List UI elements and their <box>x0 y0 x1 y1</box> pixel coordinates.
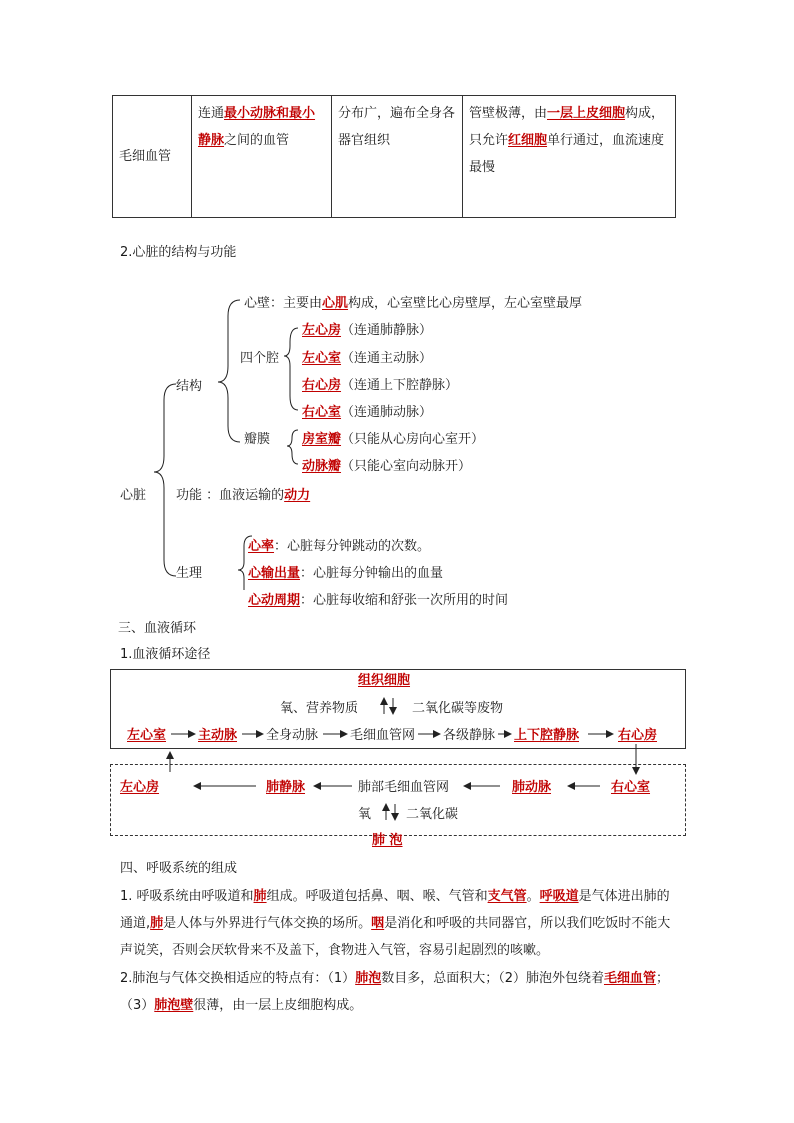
pulmonary-node: 左心房 <box>120 780 160 795</box>
heart-root: 心脏 <box>120 488 147 503</box>
circulation-sub-title: 1.血液循环途径 <box>120 647 211 662</box>
systemic-node: 毛细血管网 <box>350 728 416 743</box>
pulmonary-node: 肺动脉 <box>512 780 552 795</box>
systemic-node: 右心房 <box>618 728 658 743</box>
respiratory-section-title: 四、呼吸系统的组成 <box>120 861 238 876</box>
physiology-item: 心动周期：心脏每收缩和舒张一次所用的时间 <box>248 593 509 608</box>
valve-item: 动脉瓣（只能心室向动脉开） <box>302 459 472 474</box>
chamber-item: 左心室（连通主动脉） <box>302 351 433 366</box>
tissue-cells: 组织细胞 <box>358 673 411 688</box>
physiology-label: 生理 <box>176 566 203 581</box>
chamber-item: 右心室（连通肺动脉） <box>302 405 433 420</box>
physiology-item: 心率：心脏每分钟跳动的次数。 <box>248 539 431 554</box>
physiology-item: 心输出量：心脏每分钟输出的血量 <box>248 566 444 581</box>
systemic-node: 左心室 <box>127 728 167 743</box>
respiratory-paragraph-1: 1. 呼吸系统由呼吸道和肺组成。呼吸道包括鼻、咽、喉、气管和支气管。呼吸道是气体进出肺的通道,肺是人体与外界进行气体交换的场所。咽是消化和呼吸的共同器官，所以我们吃饭时不能大声说笑，否则会厌软骨来不及盖下，食物进入气管，容易引起剧烈的咳嗽。 <box>120 889 671 958</box>
circulation-section-title: 三、血液循环 <box>118 621 197 636</box>
systemic-node: 全身动脉 <box>266 728 319 743</box>
systemic-node: 各级静脉 <box>443 728 496 743</box>
heart-section-title: 2.心脏的结构与功能 <box>120 245 237 260</box>
pulmonary-node: 肺部毛细血管网 <box>358 780 450 795</box>
exchange-right: 二氧化碳等废物 <box>412 701 504 716</box>
respiratory-paragraph-2: 2.肺泡与气体交换相适应的特点有：（1）肺泡数目多，总面积大；（2）肺泡外包绕着毛细血管；（3）肺泡壁很薄，由一层上皮细胞构成。 <box>120 971 670 1013</box>
valves-label: 瓣膜 <box>244 432 271 447</box>
lung-left: 氧 <box>358 807 372 822</box>
function-line: 功能 ：血液运输的动力 <box>176 488 311 503</box>
alveoli: 肺 泡 <box>372 833 403 848</box>
chamber-item: 右心房（连通上下腔静脉） <box>302 378 459 393</box>
lung-right: 二氧化碳 <box>406 807 459 822</box>
table-cell-name: 毛细血管 <box>113 96 192 218</box>
wall-line: 心壁：主要由心肌构成，心室壁比心房壁厚，左心室壁最厚 <box>244 296 583 311</box>
valve-item: 房室瓣（只能从心房向心室开） <box>302 432 485 447</box>
table-cell-feature: 管壁极薄，由一层上皮细胞构成，只允许红细胞单行通过，血流速度最慢 <box>463 96 676 218</box>
pulmonary-node: 右心室 <box>611 780 651 795</box>
chamber-item: 左心房（连通肺静脉） <box>302 323 433 338</box>
systemic-node: 上下腔静脉 <box>514 728 580 743</box>
pulmonary-node: 肺静脉 <box>266 780 306 795</box>
structure-label: 结构 <box>176 379 203 394</box>
table-cell-location: 连通最小动脉和最小静脉之间的血管 <box>192 96 332 218</box>
chambers-label: 四个腔 <box>240 351 280 366</box>
systemic-node: 主动脉 <box>198 728 238 743</box>
table-cell-distribution: 分布广，遍布全身各器官组织 <box>332 96 463 218</box>
exchange-left: 氧、营养物质 <box>280 701 359 716</box>
